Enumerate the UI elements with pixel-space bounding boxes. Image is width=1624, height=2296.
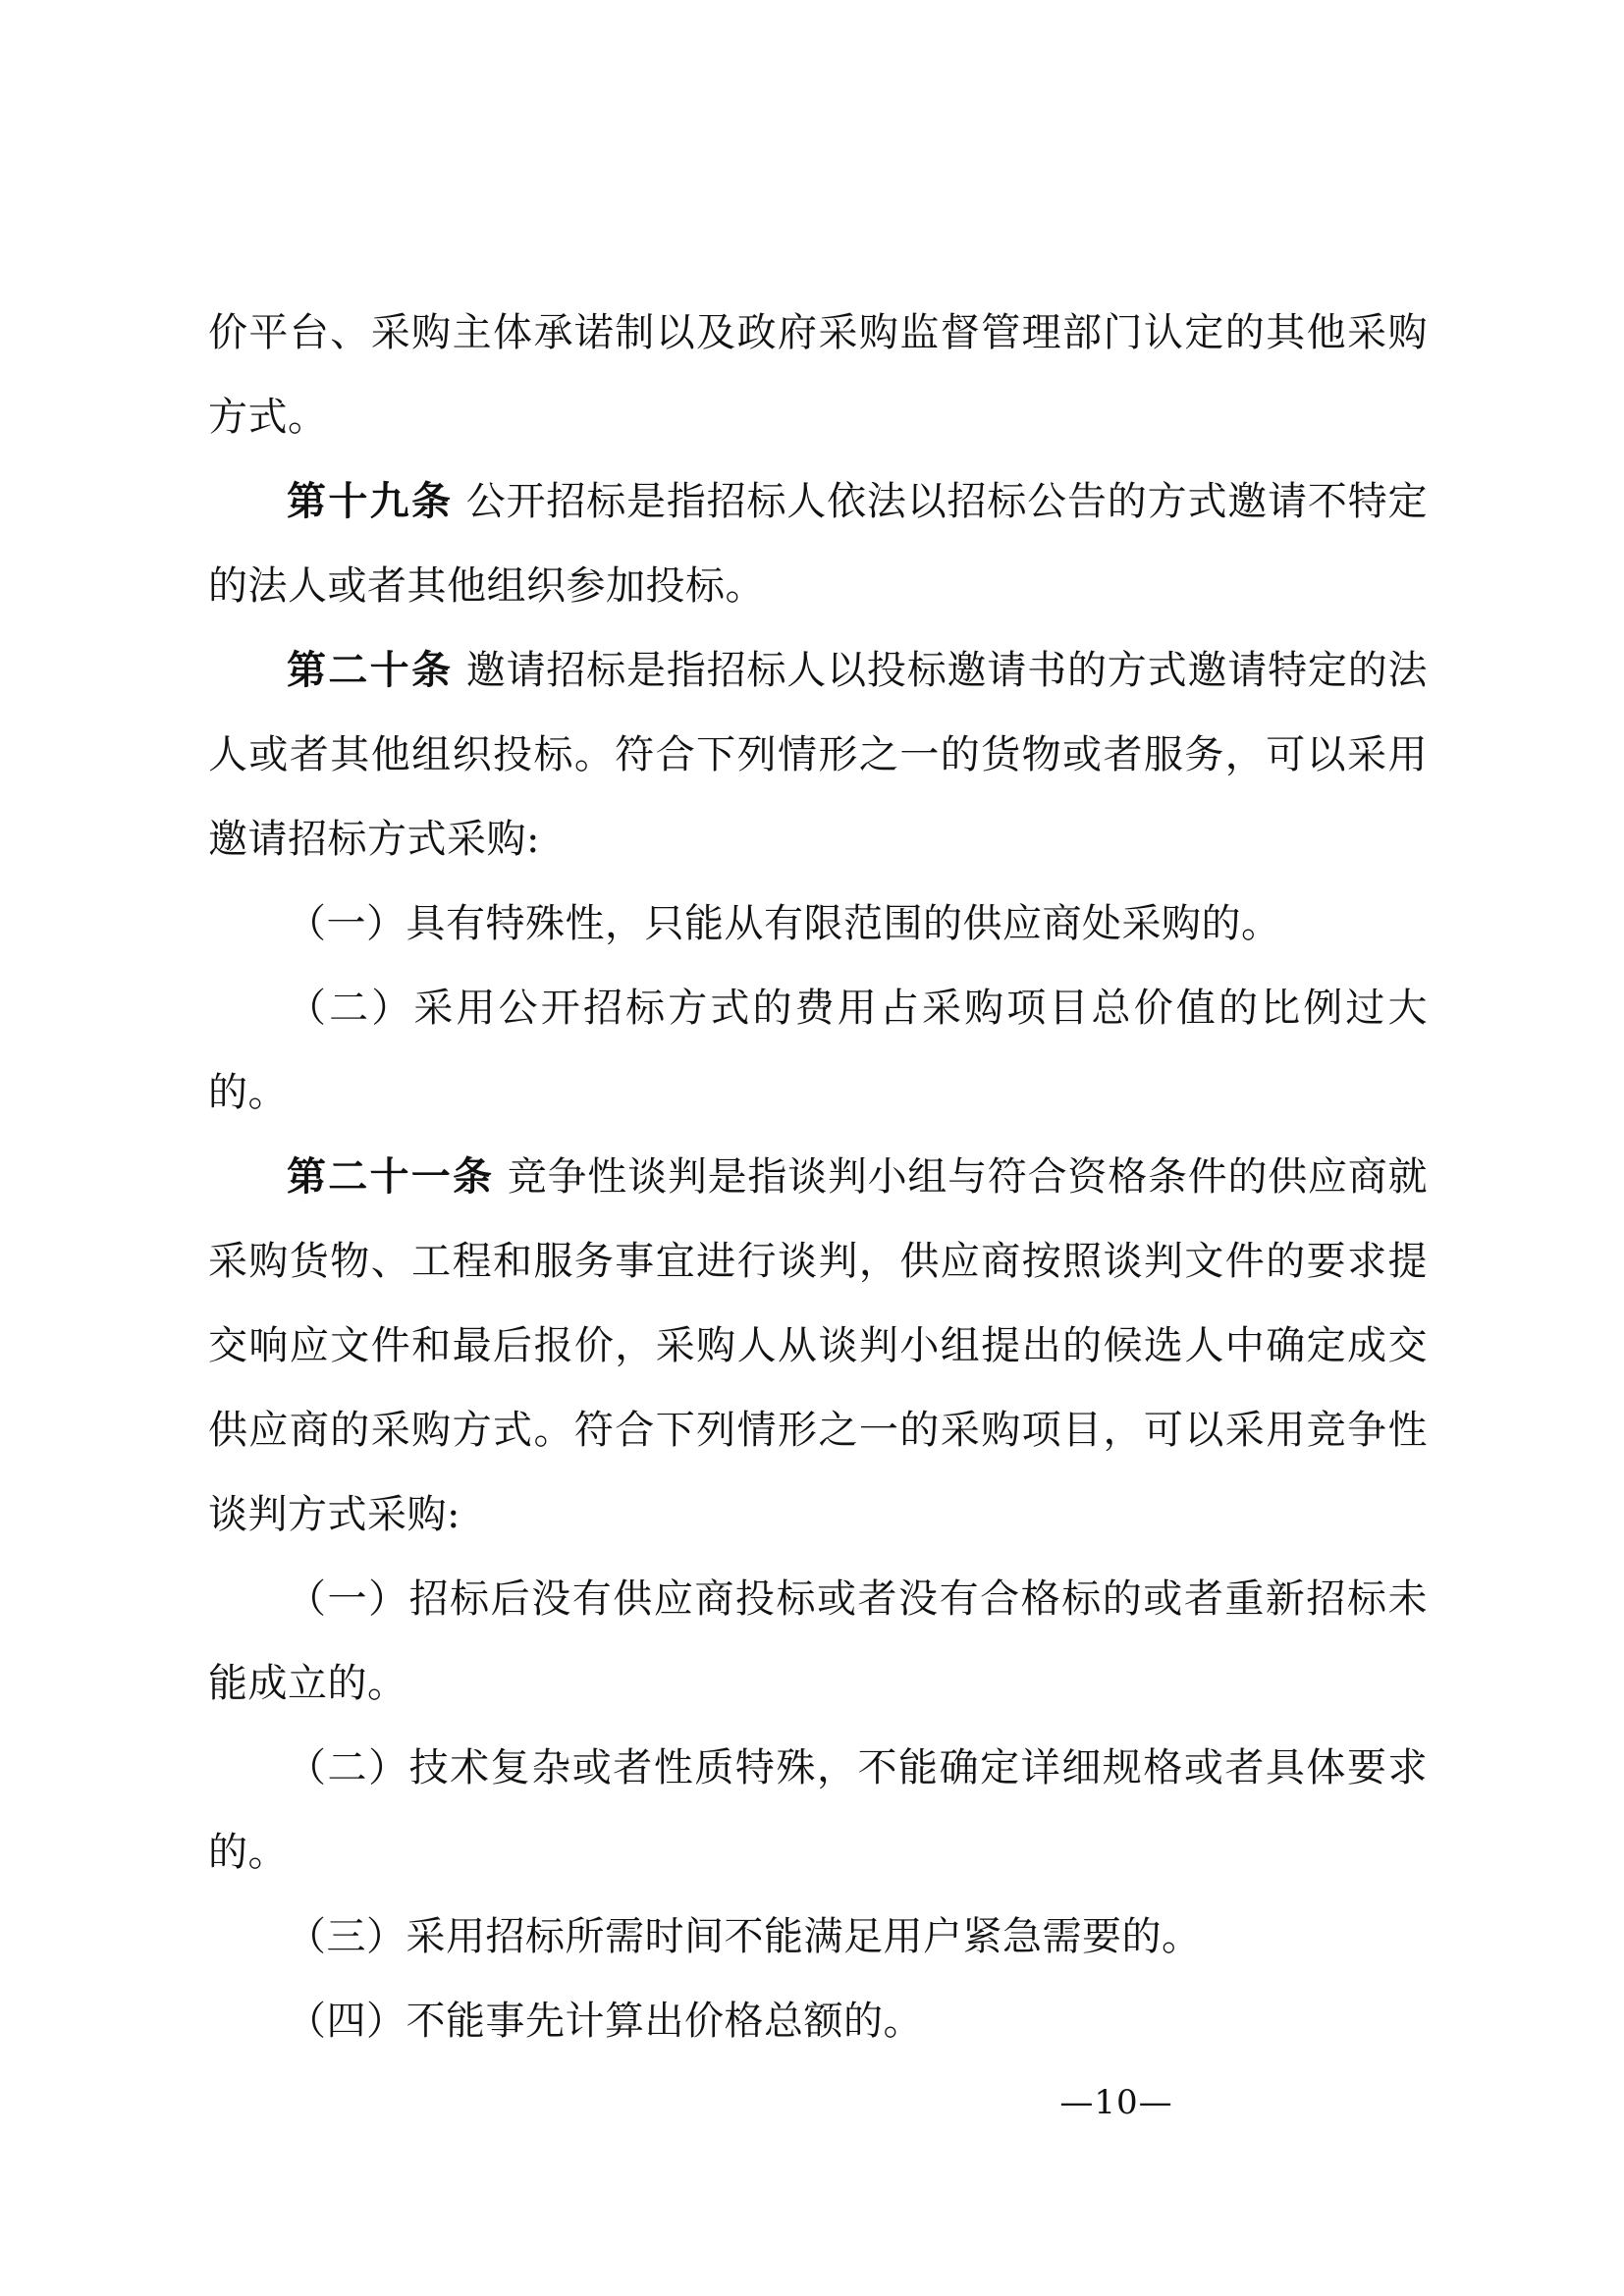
paragraph-text: （三）采用招标所需时间不能满足用户紧急需要的。 xyxy=(287,1914,1202,1959)
paragraph-article-21 xyxy=(208,1135,1428,1557)
paragraph-article-20-item-2 xyxy=(208,966,1428,1135)
page-body xyxy=(208,291,1428,2063)
paragraph-article-20 xyxy=(208,628,1428,881)
paragraph-text: （一）具有特殊性，只能从有限范围的供应商处采购的。 xyxy=(287,901,1281,946)
article-label: 第二十条 xyxy=(287,647,454,693)
paragraph-text: 邀请招标是指招标人以投标邀请书的方式邀请特定的法人或者其他组织投标。符合下列情形之一的货物或者服务，可以采用邀请招标方式采购: xyxy=(208,648,1429,862)
paragraph-article-21-item-2 xyxy=(208,1726,1428,1895)
paragraph-article-21-item-4 xyxy=(208,1979,1428,2063)
page-number: —10— xyxy=(1059,2083,1173,2122)
paragraph-text: 竞争性谈判是指谈判小组与符合资格条件的供应商就采购货物、工程和服务事宜进行谈判，供应商按照谈判文件的要求提交响应文件和最后报价，采购人从谈判小组提出的候选人中确定成交供应商的采购方式。符合下列情形之一的采购项目，可以采用竞争性谈判方式采购: xyxy=(208,1154,1429,1537)
paragraph-text: 公开招标是指招标人依法以招标公告的方式邀请不特定的法人或者其他组织参加投标。 xyxy=(208,479,1429,609)
paragraph-article-21-item-1 xyxy=(208,1557,1428,1726)
paragraph-text: （二）技术复杂或者性质特殊，不能确定详细规格或者具体要求的。 xyxy=(208,1745,1428,1875)
paragraph-text: （二）采用公开招标方式的费用占采购项目总价值的比例过大的。 xyxy=(208,986,1428,1115)
paragraph-continuation xyxy=(208,291,1428,459)
paragraph-text: （四）不能事先计算出价格总额的。 xyxy=(287,1999,923,2044)
paragraph-article-19 xyxy=(208,459,1428,628)
article-label: 第二十一条 xyxy=(287,1153,495,1200)
paragraph-article-20-item-1 xyxy=(208,881,1428,966)
paragraph-article-21-item-3 xyxy=(208,1895,1428,1979)
paragraph-text: 价平台、采购主体承诺制以及政府采购监督管理部门认定的其他采购方式。 xyxy=(208,310,1428,440)
article-label: 第十九条 xyxy=(287,478,454,524)
paragraph-text: （一）招标后没有供应商投标或者没有合格标的或者重新招标未能成立的。 xyxy=(208,1576,1428,1706)
page-footer xyxy=(0,2083,1624,2122)
